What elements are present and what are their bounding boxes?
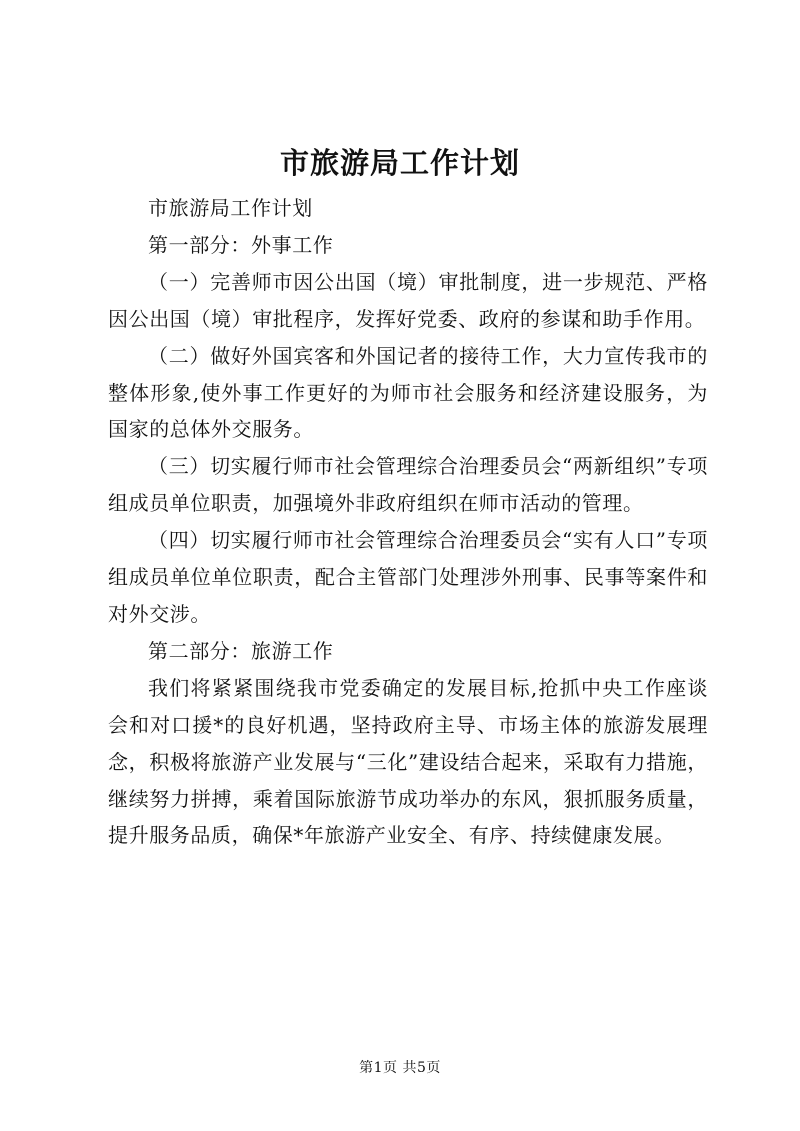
document-body [108, 190, 708, 854]
section-heading-part-1: 第一部分：外事工作 [148, 232, 334, 257]
page-footer: 第1页 共5页 [359, 1060, 441, 1076]
paragraph-4: （四）切实履行师市社会管理综合治理委员会“实有人口”专项组成员单位单位职责，配合主管部门处理涉外刑事、民事等案件和对外交涉。 [108, 528, 708, 626]
document-title: 市旅游局工作计划 [279, 146, 520, 180]
paragraph-5: 我们将紧紧围绕我市党委确定的发展目标,抢抓中央工作座谈会和对口援*的良好机遇，坚持政府主导、市场主体的旅游发展理念，积极将旅游产业发展与“三化”建设结合起来，采取有力措施，继续努力拼搏，乘着国际旅游节成功举办的东风，狠抓服务质量，提升服务品质，确保*年旅游产业安全、有序、持续健康发展。 [108, 675, 708, 848]
paragraph-3: （三）切实履行师市社会管理综合治理委员会“两新组织”专项组成员单位职责，加强境外非政府组织在师市活动的管理。 [108, 454, 708, 516]
paragraph-2: （二）做好外国宾客和外国记者的接待工作，大力宣传我市的整体形象,使外事工作更好的为师市社会服务和经济建设服务，为国家的总体外交服务。 [108, 343, 708, 442]
section-heading-part-2: 第二部分：旅游工作 [148, 638, 334, 663]
paragraph-heading: 市旅游局工作计划 [148, 196, 313, 220]
paragraph-1: （一）完善师市因公出国（境）审批制度，进一步规范、严格因公出国（境）审批程序，发挥好党委、政府的参谋和助手作用。 [108, 269, 708, 331]
